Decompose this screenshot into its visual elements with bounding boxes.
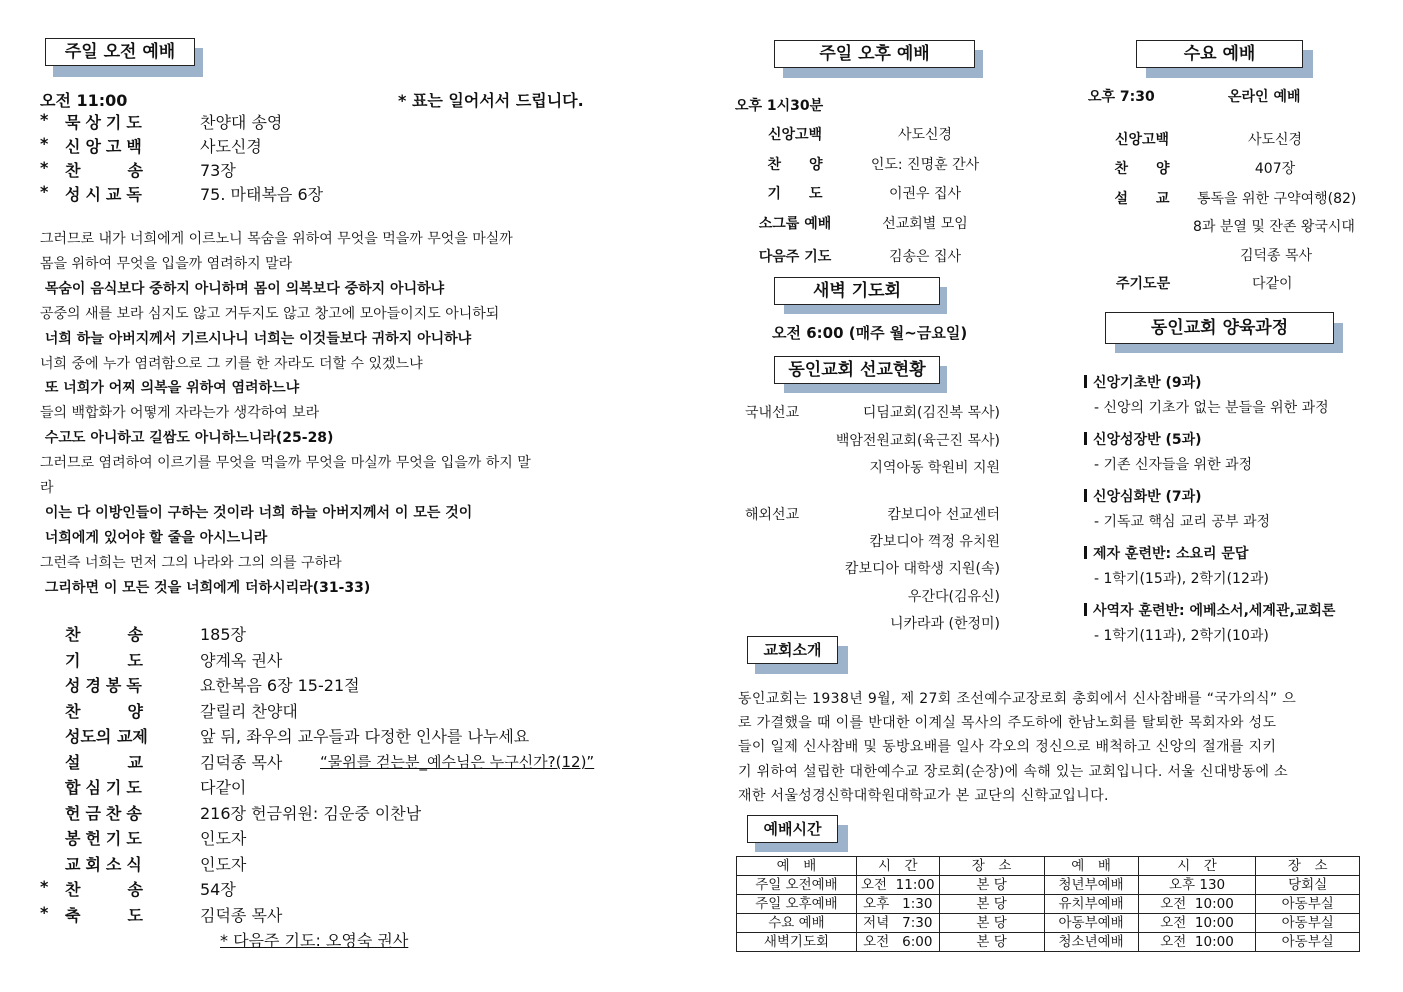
wednesday-mode: 온라인 예배 [1228,89,1301,105]
course-title-text: 사역자 훈련반: 에베소서,세계관,교회론 [1093,603,1336,619]
table-cell: 본 당 [939,895,1044,914]
afternoon-order-value: 인도: 진명훈 간사 [870,157,980,173]
course-title [1084,372,1202,392]
table-cell: 수요 예배 [737,914,857,933]
reading-response-line: 그리하면 이 모든 것을 너희에게 더하시리라(31-33) [40,579,371,596]
intro-line: 기 위하여 설립한 대한예수교 장로회(순장)에 속해 있는 교회입니다. 서울 신대방동에 소 [738,763,1289,780]
table-cell: 본 당 [939,933,1044,952]
morning-time: 오전 11:00 [40,91,128,110]
order-label: 축 도 [65,905,148,925]
order-value: 갈릴리 찬양대 [200,701,298,721]
order-label: 성시교독 [65,185,147,204]
table-row [737,914,1360,933]
table-cell: 주일 오후예배 [737,895,857,914]
table-cell: 저녁 7:30 [856,914,939,933]
order-label: 설 교 [65,752,148,772]
afternoon-time: 오후 1시30분 [735,98,824,114]
bullet-bar-icon [1084,432,1087,445]
table-cell: 오전 10:00 [1138,933,1256,952]
table-cell: 청소년예배 [1044,933,1138,952]
table-cell: 아동부예배 [1044,914,1138,933]
wednesday-order-label: 찬 양 [1114,161,1170,177]
overseas-mission-item: 캄보디아 대학생 지원(속) [844,561,1000,578]
order-mark: * [40,877,49,896]
reading-response-line: 이는 다 이방인들이 구하는 것이라 너희 하늘 아버지께서 이 모든 것이 [40,504,473,521]
table-cell: 유치부예배 [1044,895,1138,914]
stand-note: * 표는 일어서서 드립니다. [398,91,584,110]
reading-response-line: 목숨이 음식보다 중하지 아니하며 몸이 의복보다 중하지 아니하냐 [40,280,445,297]
course-description: - 1학기(15과), 2학기(12과) [1094,571,1269,587]
course-title [1084,543,1248,563]
column-header: 장 소 [1256,857,1360,876]
column-header: 시 간 [1138,857,1256,876]
table-cell: 아동부실 [1256,933,1360,952]
lords-prayer-label: 주기도문 [1116,276,1171,292]
sunday-morning-header: 주일 오전 예배 [45,38,195,66]
order-label: 찬 송 [65,880,148,899]
sermon-title: “물위를 걷는분_예수님은 누구신가?(12)” [320,753,595,771]
column-header: 예 배 [1044,857,1138,876]
table-cell: 본 당 [939,914,1044,933]
table-cell: 새벽기도회 [737,933,857,952]
table-cell: 오전 10:00 [1138,914,1256,933]
order-mark: * [40,902,49,922]
reading-response-line: 수고도 아니하고 길쌈도 아니하느니라(25-28) [40,430,334,447]
domestic-mission-item: 디딤교회(김진복 목사) [862,405,1000,421]
intro-line: 동인교회는 1938년 9월, 제 27회 조선예수교장로회 총회에서 신사참배를 “국가의식” 으 [738,691,1297,707]
order-label: 봉헌기도 [65,829,147,848]
wednesday-order-value: 사도신경 [1247,132,1303,148]
overseas-mission-label: 해외선교 [745,507,800,523]
reading-leader-line: 그러므로 염려하여 이르기를 무엇을 먹을까 무엇을 마실까 무엇을 입을까 하지 말 [40,455,531,472]
intro-line: 재한 서울성경신학대학원대학교가 본 교단의 신학교입니다. [738,787,1109,804]
order-value: 216장 헌금위원: 김운중 이찬남 [200,803,422,823]
dawn-prayer-header: 새벽 기도회 [774,277,940,305]
reading-leader-line: 라 [40,480,54,496]
order-value: 찬양대 송영 [200,113,283,132]
bullet-bar-icon [1084,489,1087,502]
table-cell: 청년부예배 [1044,876,1138,895]
course-title-text: 제자 훈련반: 소요리 문답 [1093,546,1249,562]
sunday-afternoon-header: 주일 오후 예배 [774,40,975,68]
reading-leader-line: 그러므로 내가 너희에게 이르노니 목숨을 위하여 무엇을 먹을까 무엇을 마실까 [40,231,513,247]
order-label: 묵상기도 [65,113,147,132]
reading-leader-line: 몸을 위하여 무엇을 입을까 염려하지 말라 [40,255,293,272]
wednesday-order-value: 407장 [1254,161,1296,177]
course-title-text: 신앙성장반 (5과) [1093,432,1202,448]
lords-prayer-value: 다같이 [1252,276,1293,292]
intro-line: 로 가결했을 때 이를 반대한 이계실 목사의 주도하에 한남노회를 탈퇴한 목회자와 성도 [738,715,1277,732]
bullet-bar-icon [1084,603,1087,616]
reading-response-line: 너희 하늘 아버지께서 기르시나니 너희는 이것들보다 귀하지 아니하냐 [40,330,472,347]
afternoon-order-label: 신앙고백 [767,127,823,143]
reading-leader-line: 들의 백합화가 어떻게 자라는가 생각하여 보라 [40,405,320,422]
wednesday-time: 오후 7:30 [1088,89,1155,105]
domestic-mission-item: 백암전원교회(육근진 목사) [835,432,1000,449]
order-value: 김덕종 목사 [200,905,283,925]
course-description: - 1학기(11과), 2학기(10과) [1094,628,1269,644]
table-cell: 오전 11:00 [856,876,939,895]
course-title [1084,429,1202,449]
order-label: 찬 송 [65,625,148,644]
wednesday-order-label: 신앙고백 [1114,132,1170,148]
table-cell: 주일 오전예배 [737,876,857,895]
table-cell: 오후 1:30 [856,895,939,914]
table-row [737,876,1360,895]
order-value: 양계옥 권사 [200,650,283,670]
course-title-text: 신앙심화반 (7과) [1093,489,1202,505]
reading-response-line: 너희에게 있어야 할 줄을 아시느니라 [40,529,268,546]
domestic-mission-label: 국내선교 [745,405,800,421]
wednesday-header: 수요 예배 [1136,40,1303,68]
afternoon-order-value: 사도신경 [897,127,953,143]
course-title [1084,600,1335,620]
order-value: 인도자 [200,854,247,874]
afternoon-order-label: 소그룹 예배 [758,216,832,232]
afternoon-order-label: 다음주 기도 [758,249,832,265]
order-value: 다같이 [200,778,247,797]
wednesday-order-label: 설 교 [1114,191,1170,207]
afternoon-order-value: 김송은 집사 [888,249,962,265]
worship-schedule-table [736,856,1360,952]
bullet-bar-icon [1084,375,1087,388]
table-row [737,933,1360,952]
order-mark: * [40,182,49,201]
order-label: 신앙고백 [65,137,147,156]
table-row [737,895,1360,914]
course-description: - 기존 신자들을 위한 과정 [1094,457,1253,473]
order-label: 찬 양 [65,701,148,721]
order-value: 앞 뒤, 좌우의 교우들과 다정한 인사를 나누세요 [200,727,530,746]
order-value: 사도신경 [200,137,262,156]
table-cell: 오후 130 [1138,876,1256,895]
overseas-mission-item: 캄보디아 껵정 유치원 [869,534,1000,551]
missions-header: 동인교회 선교현황 [774,356,940,384]
table-cell: 아동부실 [1256,895,1360,914]
overseas-mission-item: 니카라과 (한정미) [889,615,1000,632]
order-label: 성경봉독 [65,676,147,695]
table-cell: 본 당 [939,876,1044,895]
dawn-prayer-time: 오전 6:00 (매주 월~금요일) [772,324,968,342]
overseas-mission-item: 우간다(김유신) [907,588,1000,605]
reading-response-line: 또 너희가 어찌 의복을 위하여 염려하느냐 [40,380,300,397]
afternoon-order-label: 기 도 [767,186,823,202]
table-cell: 오전 10:00 [1138,895,1256,914]
afternoon-order-value: 선교회별 모임 [882,216,968,232]
order-mark: * [40,158,49,177]
reading-leader-line: 공중의 새를 보라 심지도 않고 거두지도 않고 창고에 모아들이지도 아니하되 [40,305,500,322]
order-value: 73장 [200,161,236,180]
afternoon-order-label: 찬 양 [767,157,823,173]
column-header: 장 소 [939,857,1044,876]
domestic-mission-item: 지역아동 학원비 지원 [869,460,1000,476]
intro-header: 교회소개 [747,636,838,664]
order-label: 성도의 교제 [65,727,148,746]
order-value: 54장 [200,880,236,899]
order-value: 요한복음 6장 15-21절 [200,676,360,695]
reading-leader-line: 너희 중에 누가 염려함으로 그 키를 한 자라도 더할 수 있겠느냐 [40,355,423,372]
intro-line: 들이 일제 신사참배 및 동방요배를 일사 각오의 정신으로 배척하고 신앙의 절개를 지키 [738,739,1277,756]
wednesday-preacher: 김덕종 목사 [1240,248,1313,264]
column-header: 예 배 [737,857,857,876]
order-label: 합심기도 [65,778,147,797]
schedule-header: 예배시간 [747,815,838,843]
overseas-mission-item: 캄보디아 선교센터 [887,507,1000,523]
order-label: 교회소식 [65,854,147,874]
order-label: 찬 송 [65,161,148,180]
table-header-row [737,857,1360,876]
order-value: 인도자 [200,829,247,848]
reading-leader-line: 그런즉 너희는 먼저 그의 나라와 그의 의를 구하라 [40,554,342,571]
order-value: 185장 [200,625,246,644]
order-label: 기 도 [65,650,148,670]
order-value: 75. 마태복음 6장 [200,185,324,204]
course-title-text: 신앙기초반 (9과) [1093,375,1202,391]
next-prayer-note: * 다음주 기도: 오영숙 권사 [220,931,409,950]
order-mark: * [40,134,49,153]
wednesday-sermon-line2: 8과 분열 및 잔존 왕국시대 [1193,219,1355,235]
bullet-bar-icon [1084,546,1087,559]
table-cell: 당회실 [1256,876,1360,895]
training-header: 동인교회 양육과정 [1105,312,1334,344]
order-label: 헌금찬송 [65,803,147,823]
course-title [1084,486,1202,506]
afternoon-order-value: 이권우 집사 [888,186,962,202]
course-description: - 기독교 핵심 교리 공부 과정 [1094,514,1271,530]
column-header: 시 간 [856,857,939,876]
table-cell: 오전 6:00 [856,933,939,952]
course-description: - 신앙의 기초가 없는 분들을 위한 과정 [1094,400,1329,416]
table-cell: 아동부실 [1256,914,1360,933]
wednesday-order-value: 통독을 위한 구약여행(82) [1197,191,1357,207]
order-value: 김덕종 목사 [200,752,283,772]
order-mark: * [40,110,49,129]
